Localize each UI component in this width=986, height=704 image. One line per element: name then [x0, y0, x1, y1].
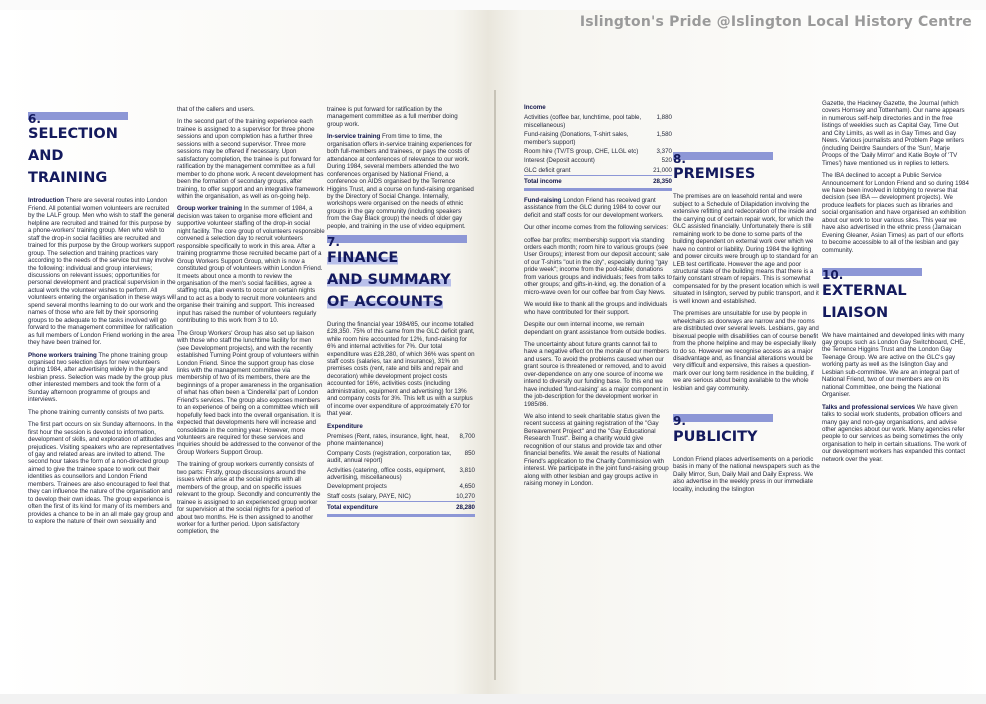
group-worker-paragraph	[177, 205, 325, 324]
subheading: In-service training	[327, 133, 381, 141]
paragraph: The uncertainty about future grants cannot fail to have a negative effect on the morale of our members and users. To avoid the problems caused when our grant source is threatened or removed, and to avoid over-dependence on any one source of income we intend to diversify our funding base. To this end we have included 'fund-raising' as a major component in the job-description for the development worker in 1985/86.	[524, 340, 670, 408]
paragraph: Despite our own internal income, we remain dependant on grant assistance from outside bodies.	[524, 321, 667, 336]
paragraph-text: We have given talks to social work students, probation officers and many gay and non-gay organisations, and advise other agencies about our work. Many agencies refer people to our services as being sometimes the only organisation to help in certain situations. The work of our development workers has expanded this contact network over the year.	[822, 403, 967, 463]
section-number: 9.	[673, 414, 686, 429]
income-table	[524, 113, 672, 190]
line-item-label: Room hire (TV/TS group, CHE, LLGL etc)	[524, 148, 639, 156]
paragraph: We would like to thank all the groups and individuals who have contributed for their support.	[524, 301, 668, 316]
line-item-amount: 850	[464, 449, 475, 457]
section-9-heading	[673, 414, 821, 447]
line-item-label: Activities (coffee bar, lunchtime, pool table, miscellaneous)	[524, 114, 642, 129]
total-amount: 28,350	[649, 176, 672, 189]
line-item-amount: 10,270	[456, 492, 475, 500]
paragraph: The IBA declined to accept a Public Service Announcement for London Friend and so during 1984 we have been involved in lobbying to reverse that decision (see IBA — development projects). We produce leaflets for places such as libraries and social organisation and have organised an exhibition about our work to tour various sites. This year we have also advertised in the ethnic press (Jamaican Evening Gleaner, Asian Times) as part of our efforts to become accessible to all of the lesbian and gay community.	[822, 172, 969, 254]
paragraph: Gazette, the Hackney Gazette, the Journal (which covers Hornsey and Tottenham). Our name appears in numerous self-help directories and in the free listings of weeklies such as Capital Gay, Time Out and City Limits, as well as in Gay Times and Gay News. Various journalists and Problem Page writers (including Deirdre Saunders of the 'Sun', Marje Proops of the 'Daily Mirror' and Katie Boyle of 'TV Times') have mentioned us in replies to letters.	[822, 100, 965, 167]
paragraph: coffee bar profits; membership support via standing orders each month; room hire to various groups (see User Groups); interest from our deposit account; sale of our T-shirts "out in the city", especially during "gay pride week"; income from the pool-table; donations from various groups and individuals; fees from talks to other groups; and gifts-in-kind, eg. the donation of a micro-wave oven for our coffee bar from Gay News.	[524, 236, 672, 296]
paragraph: The premises are unsuitable for use by people in wheelchairs as doorways are narrow and the rooms are distributed over several levels. Lesbians, gay and bisexual people with disabilities can of course benefit from the phone helpline and may be especially likely to do so. However we recognise access as a major disadvantage and, as financial alterations would be very difficult and expensive, this raises a question-mark over our long term residence in the building, if we are serious about being available to the whole lesbian and gay community.	[673, 310, 819, 392]
section-title-line: EXTERNAL	[822, 282, 907, 299]
talks-paragraph	[822, 404, 970, 464]
paragraph: We also intend to seek charitable status given the recent success at gaining registration of the "Gay Bereavement Project" and the "Gay Educational Research Trust". Being a charity would give recognition of our status and provide tax and other financial benefits. We await the results of National Friend's application to the Charity Commission with interest. We participate in the joint fund-raising group along with other lesbian and gay groups active in raising money in London.	[524, 413, 669, 488]
paragraph-text: From time to time, the organisation offers in-service training experiences for both full-members and trainees, or pays the costs of attendance at conferences of relevance to our work. During 1984, several members attended the two conferences organised by National Friend, a conference on AIDS organised by the Terrence Higgins Trust, and a course on fund-raising organised by the Directory of Social Change. Internally, workshops were organised on the needs of ethnic groups in the gay community (including speakers from the Gay Black group) the needs of older gay people, and training in the use of video equipment.	[327, 133, 474, 230]
line-item-amount: 21,000	[653, 166, 672, 174]
paragraph: The Group Workers' Group has also set up liaison with those who staff the lunchtime facility for men (see Development projects), and with the recently established Turning Point group of volunteers within London Friend. Since the support group has close links with the management committee via membership of two of its members, there are the beginnings of a proper awareness in the organisation of what has often been a 'Cinderella' part of London Friend's services. The group also exposes members to an experience of being on a committee which will hopefully feed back into the overall organisation. It is expected that developments here will increase and consolidate in the coming year. However, more volunteers are required for these services and inquiries should be addressed to the convenor of the Group Workers Support Group.	[177, 329, 323, 456]
section-6-heading	[28, 112, 176, 189]
section-title-line: SELECTION	[28, 126, 118, 143]
section-title-line: PREMISES	[673, 166, 756, 183]
paragraph: that of the callers and users.	[177, 106, 255, 113]
income-row	[524, 113, 672, 130]
line-item-amount: 1,580	[656, 131, 672, 139]
line-item-label: Premises (Rent, rates, insurance, light, heat, phone maintenance)	[327, 433, 450, 448]
expenditure-table	[327, 432, 475, 517]
paragraph-text: London Friend has received grant assistance from the GLC during 1984 to cover our deficit and staff costs for our development workers.	[524, 196, 664, 219]
section-title-line	[327, 291, 475, 313]
line-item-label: Fund-raising (Donations, T-shirt sales, member's support)	[524, 131, 629, 146]
paragraph: The premises are on leasehold rental and were subject to a Schedule of Dilapidation involving the extensive refitting and redecoration of the inside and the carrying out of certain repair work, for which the GLC assisted financially. Unfortunately there is still remaining work to be done to some parts of the building dependent on external work over which we have no control or liability. During 1984 the lighting and power circuits were brough up to standard for an LEB test certificate. However the age and poor structural state of the building means that there is a fairly constant stream of repairs. This is somewhat compensated for by the present location which is well situated in Islington, served by public transport, and it is well known and established.	[673, 193, 820, 305]
section-number: 6.	[28, 112, 41, 126]
line-item-amount: 3,370	[656, 148, 672, 156]
paragraph: We have maintained and developed links with many gay groups such as London Gay Switchboard, CHE, the Terrence Higgins Trust and the London Gay Teenage Group. We are active on the GLC's gay working party as well as the Islington Gay and Lesbian sub-committee. We are an integral part of National Friend, two of our members are on its national Committee, one being the National Organiser.	[822, 331, 966, 399]
section-title-text: AND SUMMARY	[327, 271, 451, 288]
fund-raising-paragraph	[524, 197, 672, 219]
section-8-heading	[673, 152, 821, 185]
subheading: Fund-raising	[524, 196, 562, 204]
income-title: Income	[524, 104, 546, 111]
scan-edge-top	[0, 0, 986, 10]
section-7-heading	[327, 235, 475, 312]
income-row	[524, 130, 672, 147]
section-title-text: FINANCE	[327, 249, 399, 266]
income-total-row	[524, 176, 672, 189]
expenditure-row	[327, 432, 475, 449]
section-title-line: LIAISON	[822, 304, 889, 321]
subheading: Group worker training	[177, 205, 242, 213]
column-3	[327, 106, 475, 523]
paragraph: trainee is put forward for ratification by the management committee as a full member doing group work.	[327, 106, 458, 128]
section-title-line	[327, 247, 475, 269]
expenditure-row	[327, 492, 475, 502]
total-label: Total expenditure	[327, 502, 452, 515]
paragraph: The phone training currently consists of two parts.	[28, 408, 165, 416]
subheading: Phone workers training	[28, 351, 97, 359]
section-title-line	[327, 269, 475, 291]
column-6	[822, 100, 970, 468]
paragraph: London Friend places advertisements on a periodic basis in many of the national newspapers such as the Daily Mirror, Sun, Daily Mail and Daily Express. We also advertise in the weekly press in our immediate locality, including the Islington	[673, 455, 820, 493]
phone-training-paragraph	[28, 352, 176, 404]
line-item-amount: 4,650	[459, 483, 475, 491]
line-item-amount: 3,810	[459, 466, 475, 474]
column-1	[28, 108, 176, 530]
paragraph-text: The phone training group organised two selection days for new volunteers during 1984, after advertising widely in the gay and lesbian press. Selection was made by the group plus other interested members and took the form of a Sunday afternoon programme of groups and interviews.	[28, 351, 173, 404]
expenditure-row	[327, 482, 475, 491]
income-row	[524, 147, 672, 156]
paragraph: The first part occurs on six Sunday afternoons. In the first hour the session is devoted to information, development of skills, and exploration of attitudes and prejudices. Visiting speakers who are representatives of gay and related areas are invited to attend. The second hour takes the form of a non-directed group aimed to give the trainee space to work out their identities as counsellors and London Friend members. Trainees are also encouraged to feel that they can influence the nature of the organisation and to develop their own ideas. The group experience is often the first of its kind for many of its members and provides a chance to be in an all male gay group and to explore the nature of their own sexuality and	[28, 421, 176, 526]
section-10-heading	[822, 268, 970, 323]
scan-edge-bottom	[0, 694, 986, 704]
line-item-label: Staff costs (salary, PAYE, NIC)	[327, 492, 411, 500]
line-item-amount: 520	[661, 157, 672, 165]
line-item-label: GLC deficit grant	[524, 166, 571, 174]
section-number: 10.	[822, 268, 844, 283]
paragraph: Our other income comes from the following services:	[524, 224, 669, 232]
line-item-label: Company Costs (registration, corporation tax, audit, annual report)	[327, 449, 452, 465]
section-title-text: OF ACCOUNTS	[327, 293, 444, 310]
income-row	[524, 166, 672, 176]
section-title-line: PUBLICITY	[673, 428, 758, 445]
expenditure-row	[327, 449, 475, 466]
section-title-line: TRAINING	[28, 170, 108, 187]
line-item-label: Development projects	[327, 483, 387, 491]
income-row	[524, 156, 672, 165]
line-item-amount: 8,700	[459, 433, 475, 441]
page-gutter-fold	[494, 90, 496, 680]
inservice-paragraph	[327, 133, 475, 230]
paragraph: The training of group workers currently consists of two parts: Firstly, group discussions around the issues which arise at the social nights with all members of the group, and on specific issues relevant to the group. Secondly and concurrently the trainee is assigned to an experienced group worker for supervision at the social nights for a period of about two months. He is then assigned to another worker for a further period. Upon satisfactory completion, the	[177, 461, 321, 536]
watermark-credit: Islington's Pride @Islington Local History Centre	[579, 14, 972, 30]
paragraph-text: In the summer of 1984, a decision was taken to organise more efficient and supportive volunteer staffing of the drop-in social night facility. The core group of volunteers responsible convened a selection day to recruit volunteers responsible specifically to work in this area. After a training programme those recruited became part of a Group Workers Support Group, which is now a constituted group of volunteers within London Friend. It meets about once a month to review the organisation of the men's social facilities, agree a staffing rota, plan events to occur on certain nights and to act as a body to recruit more volunteers and organise their training and support. This increased input has raised the number of volunteers regularly contributing to this work from 3 to 10.	[177, 205, 325, 325]
total-amount: 28,280	[452, 502, 475, 515]
expenditure-total-row	[327, 502, 475, 515]
expenditure-row	[327, 466, 475, 483]
expenditure-title: Expenditure	[327, 422, 363, 430]
intro-paragraph	[28, 197, 176, 346]
line-item-label: Activities (catering, office costs, equipment, advertising, miscellaneous)	[327, 466, 446, 482]
subheading: Introduction	[28, 197, 65, 205]
section-title-line: AND	[28, 148, 64, 165]
paragraph: During the financial year 1984/85, our income totalled £28,350. 75% of this came from the GLC deficit grant, while room hire accounted for 12%, fund-raising for 6% and internal activities for 7%. Our total expenditure was £28,280, of which 36% was spent on staff costs (salaries, tax and insurance), 31% on premises costs (rent, rate and bills and repair and decoration) while development project costs accounted for 16%, activities costs (including administration, equipment and advertising) for 13% and company costs for 3%. This left us with a surplus of income over expenditure of approximately £70 for that year.	[327, 320, 475, 418]
paragraph-text: There are several routes into London Friend. All potential women volunteers are recruited by the LALF group. Men who wish to staff the general helpline are recruited and trained for this purpose by a phone-workers' training group. Men who wish to staff the drop-in social facilities are recruited and trained for this purpose by the Group workers support group. The selection and training practices vary according to the needs of the service but may involve the following: individual and group interviews; discussions on relevant issues; opportunities for personal development and practical supervision in the actual work the volunteer wishes to perform. All volunteers entering the organisation in these ways will spend several months learning to do our work and the names of those who are felt by their sponsoring groups to be adequate to the tasks involved will go forward to the management committee for ratification as full members of London Friend working in the area they have been trained for.	[28, 197, 176, 347]
section-number: 7.	[327, 235, 340, 250]
line-item-label: Interest (Deposit account)	[524, 157, 595, 165]
total-label: Total income	[524, 176, 649, 189]
line-item-amount: 1,880	[656, 114, 672, 122]
paragraph: In the second part of the training experience each trainee is assigned to a supervisor for three phone sessions and upon completion has a further three sessions with a second supervisor. Three more sessions may be offered if necessary. Upon satisfactory completion, the trainee is put forward for ratification by the management committee as a full member to do phone work. A recent development has been the formation of secondary groups, after training, to offer support and an integrative framework within the organisation, as well as on-going help.	[177, 118, 324, 200]
subheading: Talks and professional services	[822, 403, 916, 411]
column-4	[524, 100, 672, 493]
section-number: 8.	[673, 152, 686, 166]
column-2	[177, 106, 325, 541]
column-5	[673, 148, 821, 498]
